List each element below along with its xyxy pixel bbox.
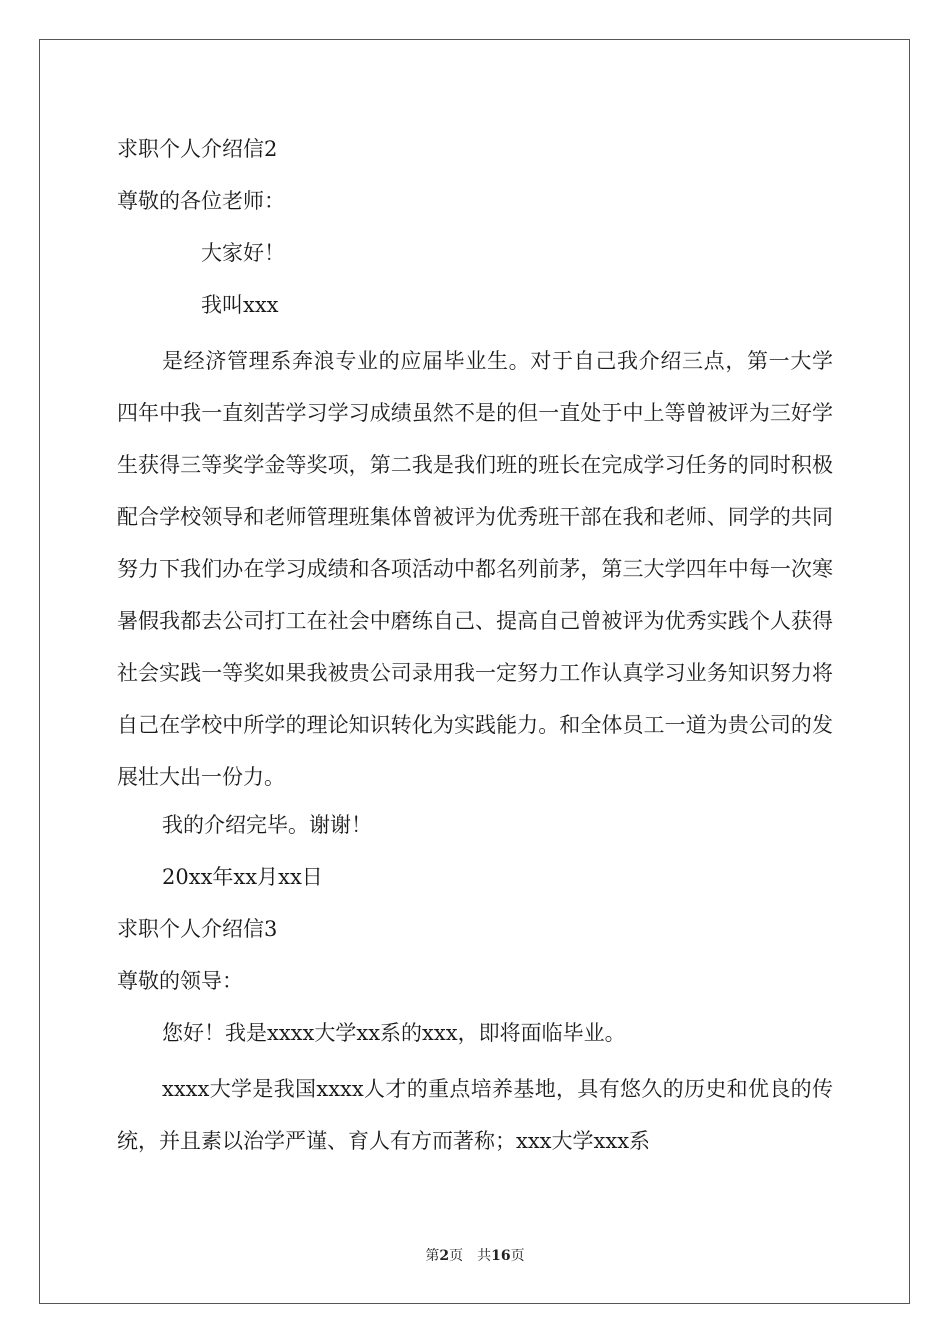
body-paragraph: xxxx大学是我国xxxx人才的重点培养基地，具有悠久的历史和优良的传统，并且素以治学严谨、育人有方而著称；xxx大学xxx系 xyxy=(117,1077,833,1153)
salutation: 尊敬的领导： xyxy=(117,969,243,993)
total-page-count: 16 xyxy=(491,1248,511,1264)
salutation: 尊敬的各位老师： xyxy=(117,189,285,213)
footer-prefix: 第 xyxy=(425,1248,440,1264)
greeting: 大家好！ xyxy=(201,241,285,265)
body-paragraph: 是经济管理系奔浪专业的应届毕业生。对于自己我介绍三点，第一大学四年中我一直刻苦学习学习成绩虽然不是的但一直处于中上等曾被评为三好学生获得三等奖学金等奖项，第二我是我们班的班长在完成学习任务的同时积极配合学校领导和老师管理班集体曾被评为优秀班干部在我和老师、同学的共同努力下我们办在学习成绩和各项活动中都名列前茅，第三大学四年中每一次寒暑假我都去公司打工在社会中磨练自己、提高自己曾被评为优秀实践个人获得社会实践一等奖如果我被贵公司录用我一定努力工作认真学习业务知识努力将自己在学校中所学的理论知识转化为实践能力。和全体员工一道为贵公司的发展壮大出一份力。 xyxy=(117,349,833,789)
footer-suffix: 页 xyxy=(510,1248,525,1264)
name-line: 我叫xxx xyxy=(201,293,279,317)
page-footer xyxy=(0,1245,950,1265)
greeting: 您好！我是xxxx大学xx系的xxx，即将面临毕业。 xyxy=(162,1021,626,1045)
current-page-number: 2 xyxy=(439,1248,450,1264)
date-line: 20xx年xx月xx日 xyxy=(162,865,323,889)
footer-mid: 页 共 xyxy=(449,1248,492,1264)
letter-heading: 求职个人介绍信3 xyxy=(117,917,278,941)
closing: 我的介绍完毕。谢谢！ xyxy=(162,813,372,837)
document-body xyxy=(117,127,833,1167)
letter-heading: 求职个人介绍信2 xyxy=(117,137,278,161)
